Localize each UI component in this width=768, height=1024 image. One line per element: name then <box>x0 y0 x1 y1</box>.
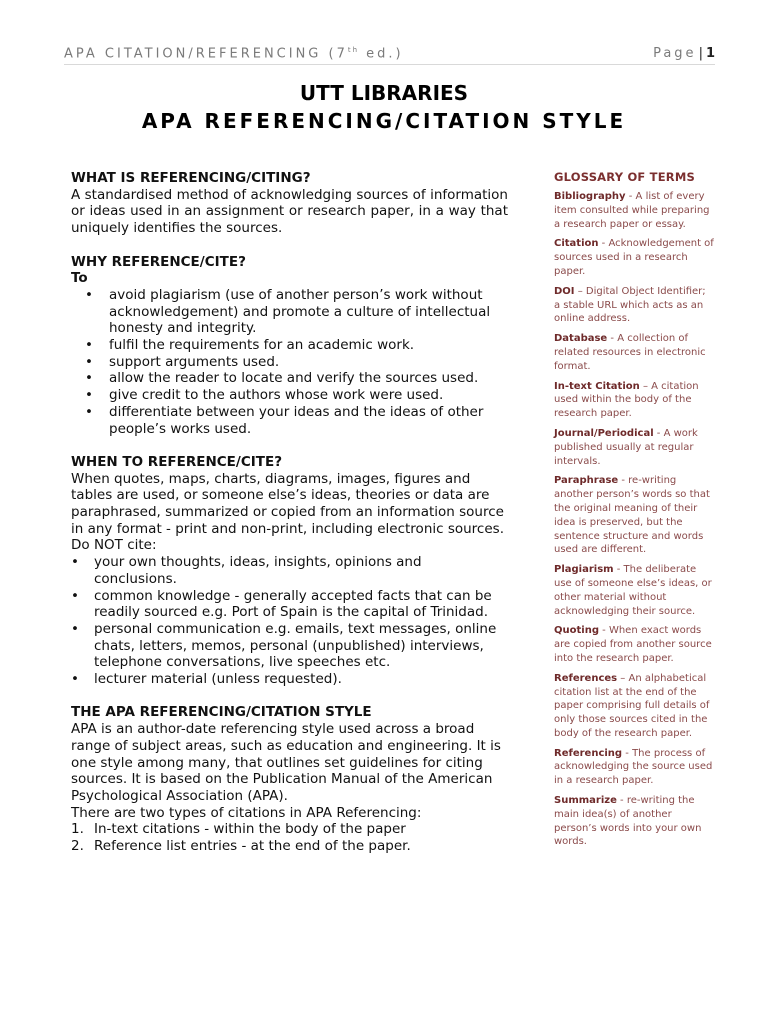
list-item: • personal communication e.g. emails, text messages, online chats, letters, memos, personal (unpublished) interviews, telephone conversations, live speeches etc. <box>94 621 508 671</box>
list-item: • give credit to the authors whose work were used. <box>109 387 508 404</box>
list-item: 2. Reference list entries - at the end of the paper. <box>71 838 411 855</box>
glossary-entry: Paraphrase - re-writing another person’s words so that the original meaning of their idea is preserved, but the sentence structure and words used are different. <box>554 475 710 556</box>
glossary-definition: Acknowledgement of sources used in a research paper. <box>554 238 714 277</box>
glossary-term: Bibliography <box>554 191 626 202</box>
section-heading-why: WHY REFERENCE/CITE? <box>71 253 246 270</box>
document-title: UTT LIBRARIES <box>299 81 469 105</box>
why-list <box>71 287 508 437</box>
do-not-cite-lead: Do NOT cite: <box>71 537 157 554</box>
glossary-entry: Quoting - When exact words are copied from another source into the research paper. <box>554 625 712 664</box>
glossary-sidebar <box>554 170 714 855</box>
do-not-cite-list <box>71 554 508 688</box>
glossary-term: Plagiarism <box>554 564 614 576</box>
page-indicator <box>653 46 715 61</box>
glossary-term: References <box>554 672 618 684</box>
list-item: • avoid plagiarism (use of another person’s work without acknowledgement) and promote a culture of intellectual honesty and integrity. <box>109 287 508 337</box>
glossary-term: Paraphrase <box>554 475 619 487</box>
section-heading-what: WHAT IS REFERENCING/CITING? <box>71 170 311 186</box>
section-heading-apa: THE APA REFERENCING/CITATION STYLE <box>71 704 372 721</box>
glossary-entry: DOI – Digital Object Identifier; a stable URL which acts as an online address. <box>554 285 706 325</box>
list-item: 1. In-text citations - within the body of the paper <box>71 821 406 838</box>
glossary-definition: A citation used within the body of the research paper. <box>554 380 699 420</box>
glossary-definition: re-writing the main idea(s) of another person’s words into your own words. <box>554 795 702 848</box>
glossary-entry: Bibliography - A list of every item consulted while preparing a research paper or essay. <box>554 191 710 230</box>
list-item: • common knowledge - generally accepted facts that can be readily sourced e.g. Port of Spain is the capital of Trinidad. <box>94 588 508 621</box>
glossary-term: Citation <box>554 238 599 250</box>
list-item: • lecturer material (unless requested). <box>94 671 508 688</box>
glossary-heading: GLOSSARY OF TERMS <box>554 170 695 184</box>
list-item: • fulfil the requirements for an academic work. <box>109 337 508 354</box>
glossary-entry: Plagiarism - The deliberate use of someone else’s ideas, or other material without acknowledging their source. <box>554 564 712 617</box>
glossary-definition: re-writing another person’s words so that the original meaning of their idea is preserved, but the sentence structure and words used are different. <box>554 475 710 556</box>
page-separator: | <box>698 46 703 61</box>
list-item: • allow the reader to locate and verify the sources used. <box>109 370 508 387</box>
glossary-entry: Citation - Acknowledgement of sources used in a research paper. <box>554 238 714 277</box>
glossary-term: Referencing <box>554 747 623 759</box>
glossary-entry: Referencing - The process of acknowledging the source used in a research paper. <box>554 747 713 787</box>
glossary-term: Journal/Periodical <box>554 427 654 439</box>
citation-types-list <box>71 821 508 854</box>
section-body-when: When quotes, maps, charts, diagrams, images, figures and tables are used, or someone else’s ideas, theories or data are paraphrased, summarized or copied from an information source in any format - print and non-print, including electronic sources. <box>71 470 504 537</box>
section-body-apa: APA is an author-date referencing style used across a broad range of subject areas, such as education and engineering. It is one style among many, that outlines set guidelines for citing sources. It is based on the Publication Manual of the American Psychological Association (APA). <box>71 721 501 804</box>
glossary-term: Summarize <box>554 795 617 807</box>
glossary-entry: References – An alphabetical citation list at the end of the paper comprising full details of only those sources cited in the body of the research paper. <box>554 672 710 739</box>
list-item: • support arguments used. <box>109 354 508 371</box>
glossary-definition: Digital Object Identifier; a stable URL which acts as an online address. <box>554 285 706 325</box>
section-heading-when: WHEN TO REFERENCE/CITE? <box>71 453 283 470</box>
page-header <box>64 44 715 65</box>
glossary-definition: A collection of related resources in electronic format. <box>554 333 706 372</box>
glossary-definition: When exact words are copied from another source into the research paper. <box>554 625 712 664</box>
glossary-term: DOI <box>554 285 575 297</box>
glossary-definition: The deliberate use of someone else’s ideas, or other material without acknowledging their source. <box>554 564 712 617</box>
glossary-definition: The process of acknowledging the source used in a research paper. <box>554 747 713 787</box>
edition-superscript: th <box>347 46 360 54</box>
page-label: Page <box>653 46 697 61</box>
why-lead: To <box>71 270 88 287</box>
glossary-entry: In-text Citation – A citation used within the body of the research paper. <box>554 380 699 420</box>
glossary-entry: Journal/Periodical - A work published usually at regular intervals. <box>554 427 698 467</box>
glossary-term: In-text Citation <box>554 380 640 392</box>
glossary-term: Quoting <box>554 625 599 637</box>
list-item: • differentiate between your ideas and the ideas of other people’s works used. <box>109 404 508 437</box>
glossary-entry: Database - A collection of related resources in electronic format. <box>554 333 706 372</box>
section-body-what: A standardised method of acknowledging sources of information or ideas used in an assignment or research paper, in a way that uniquely identifies the sources. <box>71 186 508 237</box>
glossary-definition: A list of every item consulted while preparing a research paper or essay. <box>554 191 710 230</box>
running-title: APA CITATION/REFERENCING (7th ed.) <box>64 46 404 62</box>
glossary-definition: An alphabetical citation list at the end of the paper comprising full details of only those sources cited in the body of the research paper. <box>554 672 710 739</box>
glossary-term: Database <box>554 333 608 345</box>
glossary-entry: Summarize - re-writing the main idea(s) of another person’s words into your own words. <box>554 795 702 848</box>
citation-types-lead: There are two types of citations in APA Referencing: <box>71 804 422 821</box>
glossary-definition: A work published usually at regular intervals. <box>554 427 698 467</box>
document-subtitle: APA REFERENCING/CITATION STYLE <box>141 109 627 133</box>
page-number: 1 <box>705 46 715 61</box>
list-item: • your own thoughts, ideas, insights, opinions and conclusions. <box>94 554 508 587</box>
main-column <box>71 170 508 855</box>
